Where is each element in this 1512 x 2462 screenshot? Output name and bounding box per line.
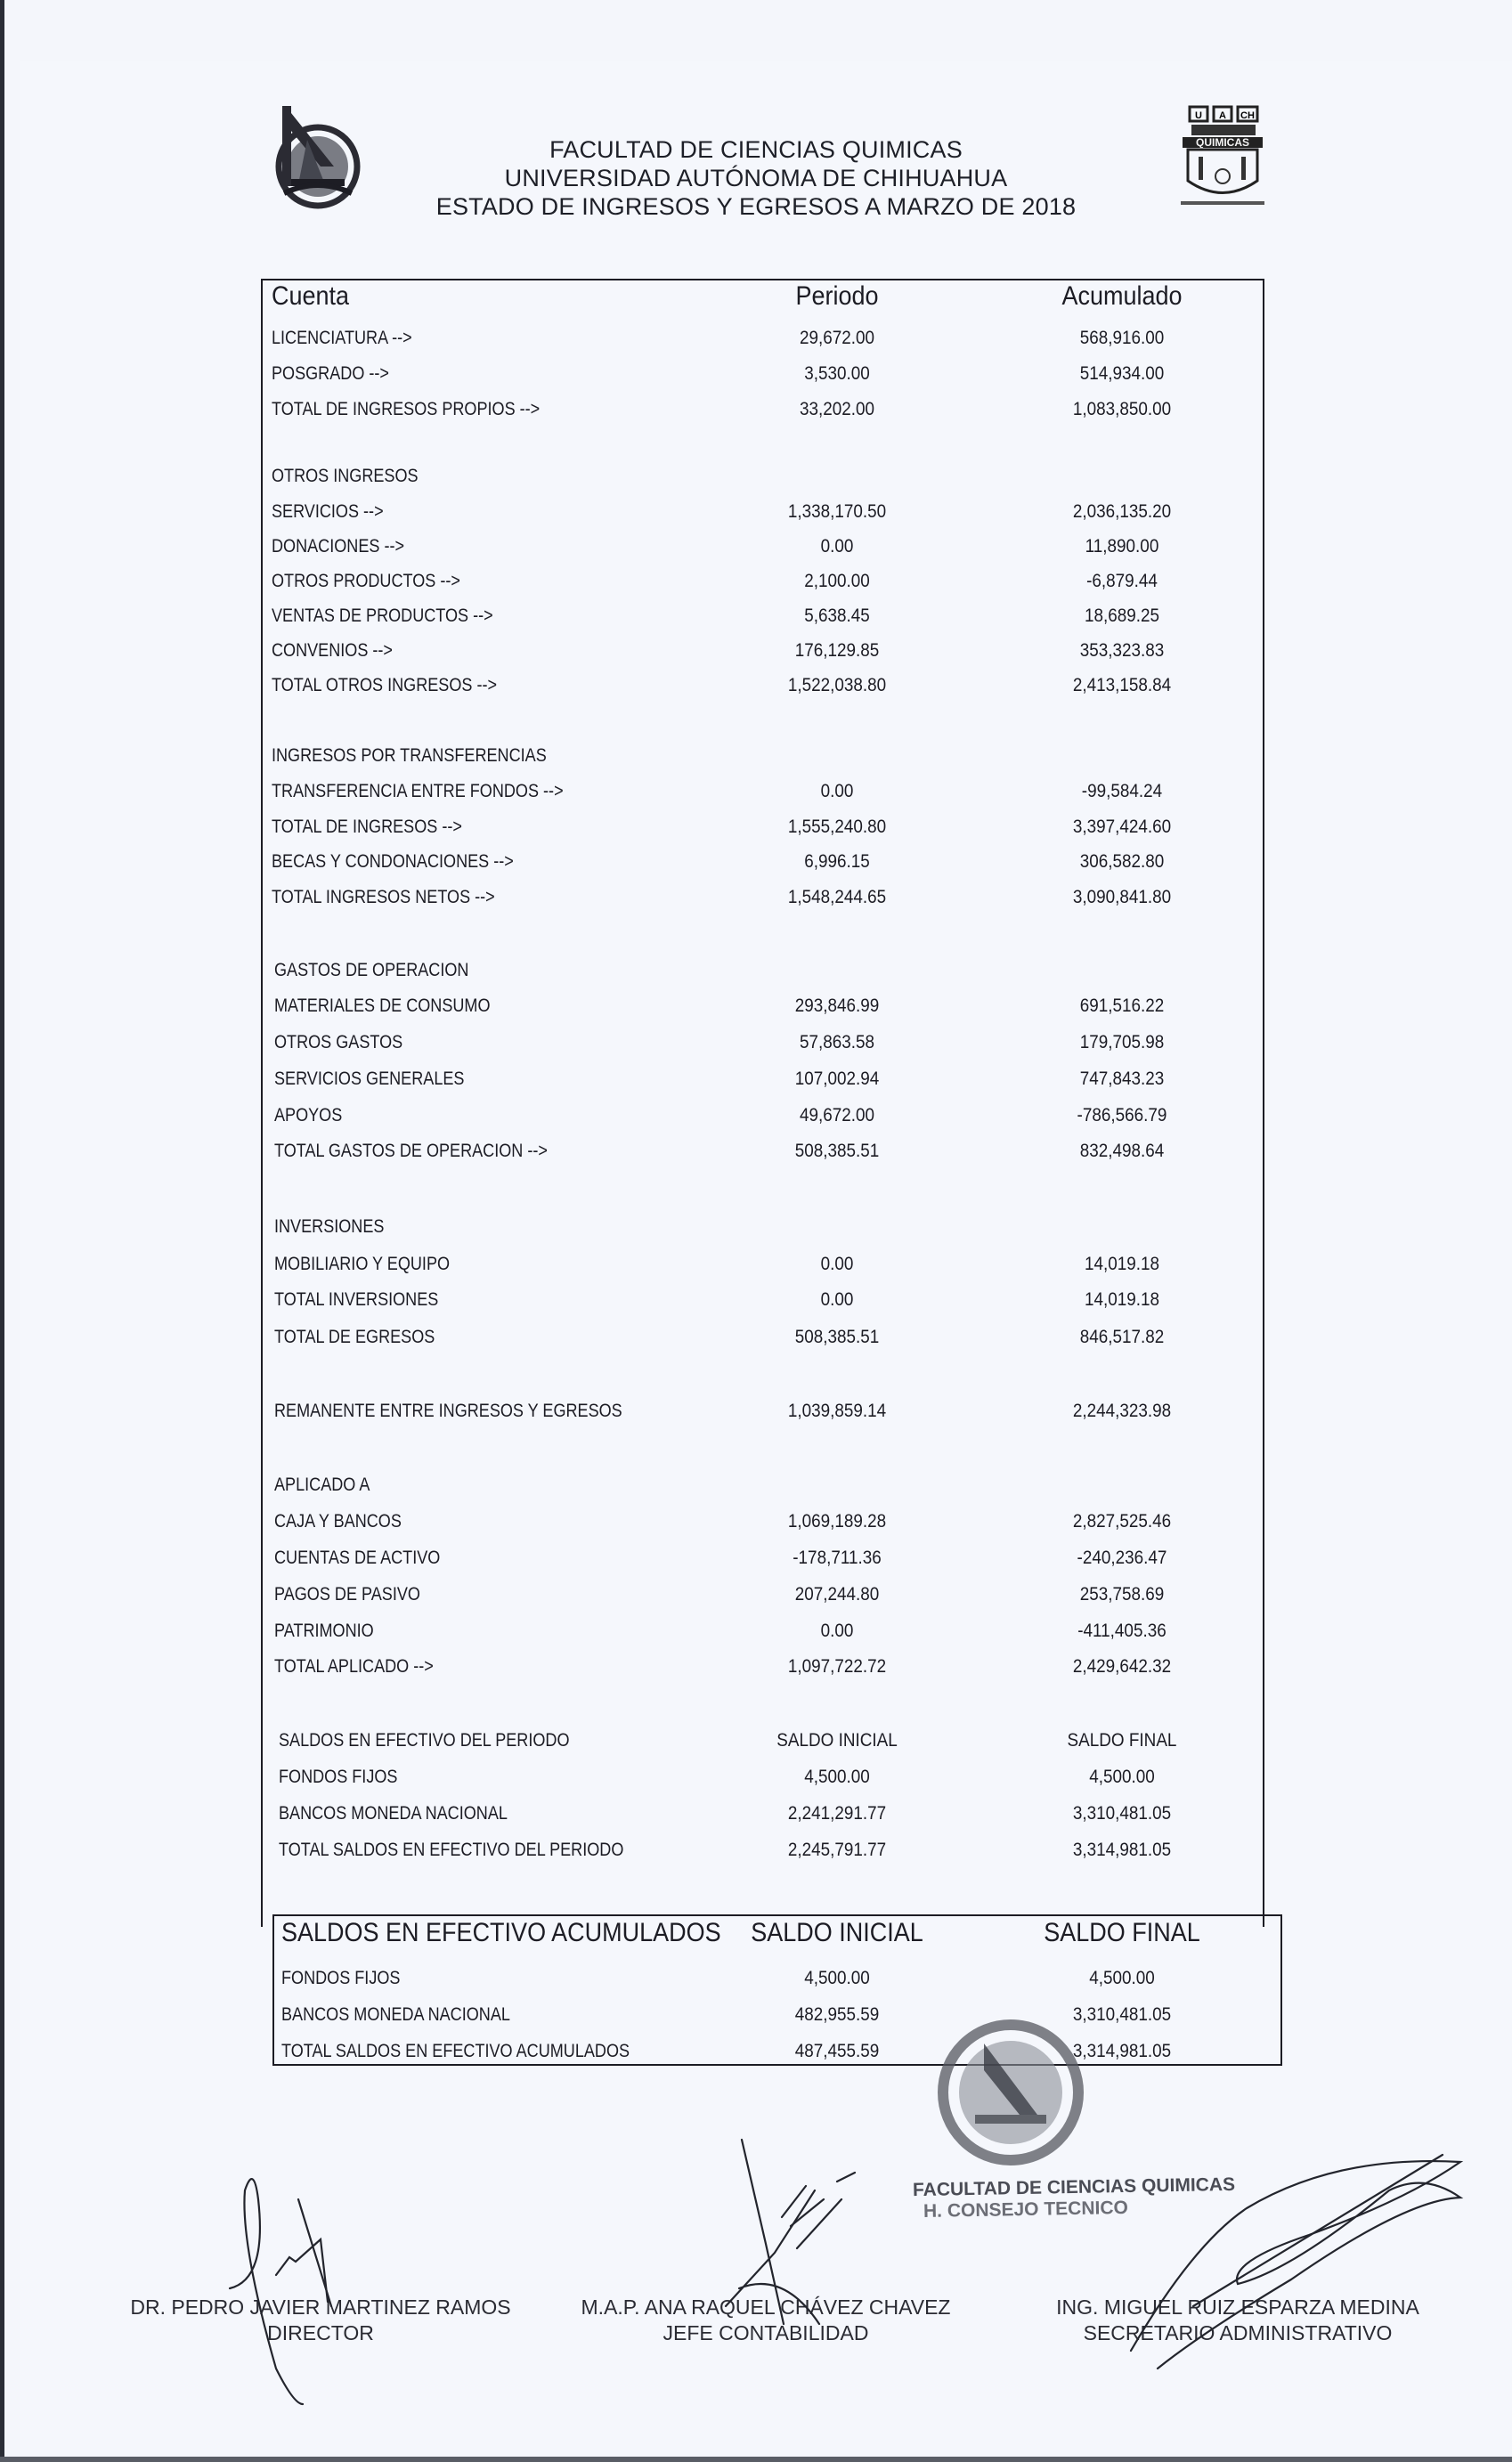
row-label: OTROS PRODUCTOS --> bbox=[272, 571, 460, 591]
row-periodo-value: 49,672.00 bbox=[799, 1105, 875, 1125]
table-row bbox=[0, 1141, 1512, 1171]
scan-edge-bottom bbox=[0, 2457, 1512, 2462]
signatory-name: ING. MIGUEL RUIZ ESPARZA MEDINA bbox=[1056, 2295, 1419, 2319]
table-row bbox=[0, 1656, 1512, 1686]
row-label: POSGRADO --> bbox=[272, 363, 389, 384]
table-row bbox=[0, 1511, 1512, 1541]
row-label: TOTAL DE EGRESOS bbox=[274, 1327, 435, 1347]
row-periodo-value: 2,100.00 bbox=[804, 571, 870, 591]
saldos-acumulados-header bbox=[0, 1918, 1512, 1948]
row-periodo-value: Periodo bbox=[795, 281, 879, 311]
row-acumulado-value: 747,843.23 bbox=[1079, 1068, 1165, 1089]
row-acumulado-value: 11,890.00 bbox=[1085, 536, 1159, 557]
row-periodo-value: 1,069,189.28 bbox=[787, 1511, 887, 1532]
row-label: APOYOS bbox=[274, 1105, 343, 1125]
table-row bbox=[0, 1584, 1512, 1614]
row-acumulado-value: Acumulado bbox=[1061, 281, 1183, 311]
row-periodo-value: 293,846.99 bbox=[794, 995, 880, 1016]
header-university: UNIVERSIDAD AUTÓNOMA DE CHIHUAHUA bbox=[504, 165, 1008, 191]
row-label: CONVENIOS --> bbox=[272, 640, 393, 661]
row-label: TOTAL SALDOS EN EFECTIVO ACUMULADOS bbox=[281, 2041, 630, 2061]
row-periodo-value: 1,548,244.65 bbox=[787, 887, 887, 907]
row-periodo-value: 1,097,722.72 bbox=[787, 1656, 887, 1677]
row-acumulado-value: SALDO FINAL bbox=[1067, 1730, 1177, 1751]
row-acumulado-value: 18,689.25 bbox=[1084, 605, 1160, 626]
row-acumulado-value: 14,019.18 bbox=[1084, 1289, 1160, 1310]
row-periodo-value: 57,863.58 bbox=[799, 1032, 875, 1052]
row-acumulado-value: 2,827,525.46 bbox=[1072, 1511, 1172, 1532]
signatory-role: DIRECTOR bbox=[267, 2321, 374, 2344]
row-periodo-value: 1,555,240.80 bbox=[787, 817, 887, 837]
column-headers bbox=[0, 281, 1512, 312]
section-title-transferencias bbox=[0, 745, 1512, 776]
table-row bbox=[0, 781, 1512, 811]
row-acumulado-value: 2,429,642.32 bbox=[1072, 1656, 1172, 1677]
row-label: TRANSFERENCIA ENTRE FONDOS --> bbox=[272, 781, 564, 801]
signatory-role: JEFE CONTABILIDAD bbox=[663, 2321, 869, 2344]
row-label: INVERSIONES bbox=[274, 1216, 385, 1237]
signature-accounting bbox=[552, 2295, 980, 2346]
row-periodo-value: 4,500.00 bbox=[804, 1968, 870, 1988]
svg-text:A: A bbox=[1219, 110, 1226, 121]
row-periodo-value: 4,500.00 bbox=[804, 1767, 870, 1787]
header-report-title: ESTADO DE INGRESOS Y EGRESOS A MARZO DE 2018 bbox=[435, 193, 1077, 220]
row-acumulado-value: 3,310,481.05 bbox=[1072, 2004, 1172, 2025]
row-periodo-value: 176,129.85 bbox=[794, 640, 880, 661]
row-label: FONDOS FIJOS bbox=[281, 1968, 401, 1988]
row-label: TOTAL GASTOS DE OPERACION --> bbox=[274, 1141, 548, 1161]
row-label: APLICADO A bbox=[274, 1475, 370, 1495]
table-row bbox=[0, 1105, 1512, 1135]
row-acumulado-value: 846,517.82 bbox=[1079, 1327, 1165, 1347]
row-acumulado-value: -99,584.24 bbox=[1081, 781, 1163, 801]
row-periodo-value: 3,530.00 bbox=[804, 363, 870, 384]
table-row bbox=[0, 1621, 1512, 1651]
stamp-line-1: FACULTAD DE CIENCIAS QUIMICAS bbox=[912, 2174, 1236, 2201]
row-label: LICENCIATURA --> bbox=[272, 328, 412, 348]
table-row bbox=[0, 887, 1512, 917]
row-label: TOTAL INVERSIONES bbox=[274, 1289, 439, 1310]
row-periodo-value: 1,039,859.14 bbox=[787, 1401, 887, 1421]
row-periodo-value: 33,202.00 bbox=[799, 399, 875, 419]
row-periodo-value: 2,245,791.77 bbox=[787, 1840, 887, 1860]
table-row bbox=[0, 399, 1512, 429]
row-label: OTROS INGRESOS bbox=[272, 466, 419, 486]
signatory-role: SECRETARIO ADMINISTRATIVO bbox=[1083, 2321, 1393, 2344]
table-row bbox=[0, 995, 1512, 1026]
table-row bbox=[0, 851, 1512, 882]
remanente-row bbox=[0, 1401, 1512, 1431]
row-label: PATRIMONIO bbox=[274, 1621, 374, 1641]
row-acumulado-value: 3,314,981.05 bbox=[1072, 1840, 1172, 1860]
signature-director bbox=[107, 2295, 534, 2346]
row-label: SERVICIOS --> bbox=[272, 501, 384, 522]
row-periodo-value: 0.00 bbox=[820, 1254, 854, 1274]
table-row bbox=[0, 605, 1512, 636]
signature-admin-secretary bbox=[1024, 2295, 1451, 2346]
row-label: REMANENTE ENTRE INGRESOS Y EGRESOS bbox=[274, 1401, 622, 1421]
row-acumulado-value: 4,500.00 bbox=[1089, 1767, 1155, 1787]
table-row bbox=[0, 1254, 1512, 1284]
document-header bbox=[0, 135, 1512, 221]
table-row bbox=[0, 640, 1512, 670]
row-acumulado-value: 4,500.00 bbox=[1089, 1968, 1155, 1988]
table-row bbox=[0, 1327, 1512, 1357]
row-label: Cuenta bbox=[272, 281, 350, 311]
row-periodo-value: 0.00 bbox=[820, 781, 854, 801]
row-acumulado-value: 2,413,158.84 bbox=[1072, 675, 1172, 695]
row-acumulado-value: 253,758.69 bbox=[1079, 1584, 1165, 1605]
row-acumulado-value: 832,498.64 bbox=[1079, 1141, 1165, 1161]
row-periodo-value: 1,522,038.80 bbox=[787, 675, 887, 695]
row-label: INGRESOS POR TRANSFERENCIAS bbox=[272, 745, 547, 766]
university-seal-stamp bbox=[935, 2017, 1086, 2168]
row-acumulado-value: 3,397,424.60 bbox=[1072, 817, 1172, 837]
row-periodo-value: SALDO INICIAL bbox=[776, 1730, 898, 1751]
table-row bbox=[0, 328, 1512, 358]
row-periodo-value: 508,385.51 bbox=[794, 1141, 880, 1161]
section-title-aplicado bbox=[0, 1475, 1512, 1505]
row-label: TOTAL DE INGRESOS PROPIOS --> bbox=[272, 399, 541, 419]
row-label: PAGOS DE PASIVO bbox=[274, 1584, 420, 1605]
row-label: TOTAL DE INGRESOS --> bbox=[272, 817, 462, 837]
row-acumulado-value: 2,036,135.20 bbox=[1072, 501, 1172, 522]
row-acumulado-value: -411,405.36 bbox=[1077, 1621, 1167, 1641]
table-row bbox=[0, 675, 1512, 705]
row-periodo-value: 6,996.15 bbox=[804, 851, 870, 872]
table-row bbox=[0, 571, 1512, 601]
row-acumulado-value: 3,090,841.80 bbox=[1072, 887, 1172, 907]
table-row bbox=[0, 501, 1512, 532]
row-periodo-value: SALDO INICIAL bbox=[751, 1918, 923, 1947]
table-row bbox=[0, 536, 1512, 566]
row-acumulado-value: 179,705.98 bbox=[1079, 1032, 1165, 1052]
row-acumulado-value: 3,310,481.05 bbox=[1072, 1803, 1172, 1824]
row-acumulado-value: 306,582.80 bbox=[1079, 851, 1165, 872]
row-label: TOTAL SALDOS EN EFECTIVO DEL PERIODO bbox=[279, 1840, 624, 1860]
table-row bbox=[0, 1968, 1512, 1998]
svg-text:CH: CH bbox=[1240, 110, 1255, 121]
row-acumulado-value: 2,244,323.98 bbox=[1072, 1401, 1172, 1421]
row-acumulado-value: -786,566.79 bbox=[1077, 1105, 1167, 1125]
row-periodo-value: 0.00 bbox=[820, 1621, 854, 1641]
row-label: FONDOS FIJOS bbox=[279, 1767, 398, 1787]
row-label: CAJA Y BANCOS bbox=[274, 1511, 402, 1532]
row-acumulado-value: 3,314,981.05 bbox=[1072, 2041, 1172, 2061]
table-row bbox=[0, 1068, 1512, 1099]
row-periodo-value: 482,955.59 bbox=[794, 2004, 880, 2025]
table-row bbox=[0, 1803, 1512, 1833]
row-periodo-value: 2,241,291.77 bbox=[787, 1803, 887, 1824]
signatory-name: DR. PEDRO JAVIER MARTINEZ RAMOS bbox=[130, 2295, 511, 2319]
row-periodo-value: 1,338,170.50 bbox=[787, 501, 887, 522]
section-title-inversiones bbox=[0, 1216, 1512, 1247]
svg-text:QUIMICAS: QUIMICAS bbox=[1196, 136, 1249, 149]
section-title-otros-ingresos bbox=[0, 466, 1512, 496]
svg-text:U: U bbox=[1195, 110, 1202, 121]
header-faculty: FACULTAD DE CIENCIAS QUIMICAS bbox=[549, 136, 963, 163]
row-label: CUENTAS DE ACTIVO bbox=[274, 1548, 441, 1568]
row-acumulado-value: 568,916.00 bbox=[1079, 328, 1165, 348]
table-row bbox=[0, 1032, 1512, 1062]
row-label: OTROS GASTOS bbox=[274, 1032, 403, 1052]
row-periodo-value: 508,385.51 bbox=[794, 1327, 880, 1347]
row-acumulado-value: 691,516.22 bbox=[1079, 995, 1165, 1016]
row-acumulado-value: SALDO FINAL bbox=[1044, 1918, 1200, 1947]
table-row bbox=[0, 363, 1512, 394]
row-periodo-value: 487,455.59 bbox=[794, 2041, 880, 2061]
row-acumulado-value: 1,083,850.00 bbox=[1072, 399, 1172, 419]
row-label: TOTAL INGRESOS NETOS --> bbox=[272, 887, 495, 907]
row-periodo-value: -178,711.36 bbox=[793, 1548, 882, 1568]
row-acumulado-value: 514,934.00 bbox=[1079, 363, 1165, 384]
row-label: MATERIALES DE CONSUMO bbox=[274, 995, 491, 1016]
row-periodo-value: 207,244.80 bbox=[794, 1584, 880, 1605]
saldos-periodo-header bbox=[0, 1730, 1512, 1760]
table-row bbox=[0, 1548, 1512, 1578]
signatory-name: M.A.P. ANA RAQUEL CHÁVEZ CHAVEZ bbox=[581, 2295, 951, 2319]
row-periodo-value: 29,672.00 bbox=[799, 328, 875, 348]
table-row bbox=[0, 817, 1512, 847]
row-label: BANCOS MONEDA NACIONAL bbox=[281, 2004, 510, 2025]
section-title-gastos bbox=[0, 960, 1512, 990]
table-row bbox=[0, 2041, 1512, 2071]
stamp-line-2: H. CONSEJO TECNICO bbox=[923, 2197, 1129, 2222]
row-periodo-value: 107,002.94 bbox=[794, 1068, 880, 1089]
row-periodo-value: 0.00 bbox=[820, 536, 854, 557]
row-label: SALDOS EN EFECTIVO DEL PERIODO bbox=[279, 1730, 570, 1751]
row-label: MOBILIARIO Y EQUIPO bbox=[274, 1254, 451, 1274]
row-acumulado-value: -240,236.47 bbox=[1077, 1548, 1167, 1568]
row-label: VENTAS DE PRODUCTOS --> bbox=[272, 605, 493, 626]
row-label: GASTOS DE OPERACION bbox=[274, 960, 469, 980]
row-label: BANCOS MONEDA NACIONAL bbox=[279, 1803, 508, 1824]
row-label: SERVICIOS GENERALES bbox=[274, 1068, 465, 1089]
row-label: TOTAL APLICADO --> bbox=[274, 1656, 434, 1677]
row-label: TOTAL OTROS INGRESOS --> bbox=[272, 675, 498, 695]
row-label: DONACIONES --> bbox=[272, 536, 405, 557]
row-label: SALDOS EN EFECTIVO ACUMULADOS bbox=[281, 1918, 721, 1947]
row-periodo-value: 0.00 bbox=[820, 1289, 854, 1310]
row-acumulado-value: -6,879.44 bbox=[1086, 571, 1158, 591]
table-row bbox=[0, 2004, 1512, 2035]
table-row bbox=[0, 1767, 1512, 1797]
table-row bbox=[0, 1289, 1512, 1320]
row-acumulado-value: 14,019.18 bbox=[1084, 1254, 1160, 1274]
row-acumulado-value: 353,323.83 bbox=[1079, 640, 1165, 661]
row-periodo-value: 5,638.45 bbox=[804, 605, 870, 626]
row-label: BECAS Y CONDONACIONES --> bbox=[272, 851, 514, 872]
table-row bbox=[0, 1840, 1512, 1870]
